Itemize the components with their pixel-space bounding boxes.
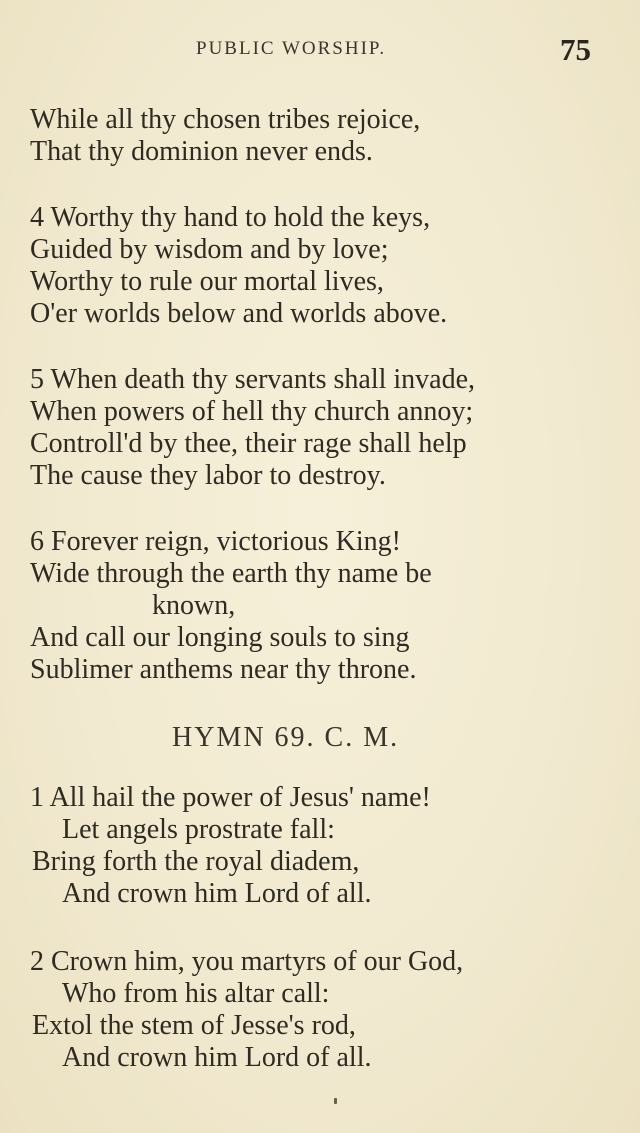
verse-line: 5 When death thy servants shall invade,	[30, 364, 476, 395]
verse-line: 6 Forever reign, victorious King!	[30, 526, 401, 557]
verse-line: 4 Worthy thy hand to hold the keys,	[30, 202, 431, 233]
verse-line: 2 Crown him, you martyrs of our God,	[30, 946, 464, 977]
verse-line: While all thy chosen tribes rejoice,	[30, 104, 421, 135]
verse-line: Sublimer anthems near thy throne.	[30, 654, 417, 685]
print-speck	[334, 1098, 337, 1104]
verse-line: And call our longing souls to sing	[30, 622, 410, 653]
verse-line-indented: And crown him Lord of all.	[62, 1042, 372, 1073]
running-header	[0, 32, 640, 68]
verse-line-indented: And crown him Lord of all.	[62, 878, 372, 909]
verse-line: That thy dominion never ends.	[30, 136, 373, 167]
verse-line: Bring forth the royal diadem,	[32, 846, 360, 877]
verse-line: When powers of hell thy church annoy;	[30, 396, 474, 427]
verse-line: Worthy to rule our mortal lives,	[30, 266, 384, 297]
hymn-heading: HYMN 69. C. M.	[172, 722, 400, 753]
page-number: 75	[560, 32, 591, 67]
verse-line-indented: Who from his altar call:	[62, 978, 330, 1009]
verse-line: Wide through the earth thy name be	[30, 558, 432, 589]
verse-line: O'er worlds below and worlds above.	[30, 298, 448, 329]
running-title: PUBLIC WORSHIP.	[196, 38, 387, 59]
verse-line: 1 All hail the power of Jesus' name!	[30, 782, 431, 813]
verse-line-indented: Let angels prostrate fall:	[62, 814, 335, 845]
verse-line: Guided by wisdom and by love;	[30, 234, 389, 265]
verse-line: The cause they labor to destroy.	[30, 460, 386, 491]
verse-line: Extol the stem of Jesse's rod,	[32, 1010, 356, 1041]
verse-line: Controll'd by thee, their rage shall help	[30, 428, 467, 459]
verse-line-runover: known,	[152, 590, 236, 621]
